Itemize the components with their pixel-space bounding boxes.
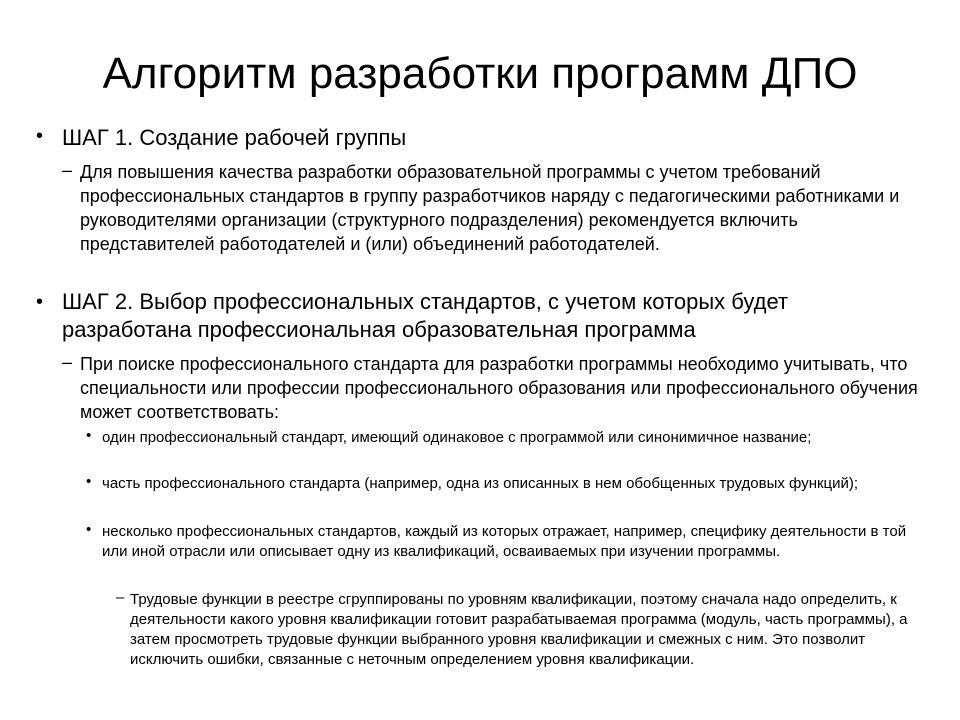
- step-2-sub-item-3: несколько профессиональных стандартов, каждый из которых отражает, например, специфику деятельности в той или иной отрасли или описывает одну из квалификаций, осваиваемых при изучении программы.: [102, 523, 907, 560]
- step-2-note: Трудовые функции в реестре сгруппированы по уровням квалификации, поэтому сначала надо определить, к деятельности какого уровня квалификации готовит разрабатываемая программа (модуль, часть программы), а затем просмотреть трудовые функции выбранного уровня квалификации и смежных с ним. Это позволит исключить ошибки, связанные с неточным определением уровня квалификации.: [130, 591, 908, 668]
- dash-marker: –: [62, 160, 73, 180]
- step-1-heading: ШАГ 1. Создание рабочей группы: [62, 125, 407, 150]
- step-2-sub-item-2: часть профессионального стандарта (например, одна из описанных в нем обобщенных трудовых функций);: [102, 475, 859, 492]
- bullet-marker: •: [86, 521, 92, 538]
- step-2-detail: При поиске профессионального стандарта для разработки программы необходимо учитывать, что специальности или профессии профессионального образования или профессионального обучения может соответствовать:: [80, 354, 918, 422]
- bullet-marker: •: [86, 427, 92, 444]
- slide-title: Алгоритм разработки программ ДПО: [102, 49, 858, 98]
- dash-marker: –: [62, 352, 73, 372]
- step-2-heading: ШАГ 2. Выбор профессиональных стандартов, с учетом которых будет разработана профессиональная образовательная программа: [62, 289, 789, 342]
- bullet-marker: •: [36, 125, 44, 147]
- bullet-marker: •: [86, 473, 92, 490]
- step-2-sub-item-1: один профессиональный стандарт, имеющий одинаковое с программой или синонимичное название;: [102, 429, 812, 446]
- step-1-detail: Для повышения качества разработки образовательной программы с учетом требований профессиональных стандартов в группу разработчиков наряду с педагогическими работниками и руководителями организации (структурного подразделения) рекомендуется включить представителей работодателей и (или) объединений работодателей.: [80, 162, 900, 254]
- bullet-marker: •: [36, 291, 44, 313]
- dash-marker: –: [116, 589, 125, 606]
